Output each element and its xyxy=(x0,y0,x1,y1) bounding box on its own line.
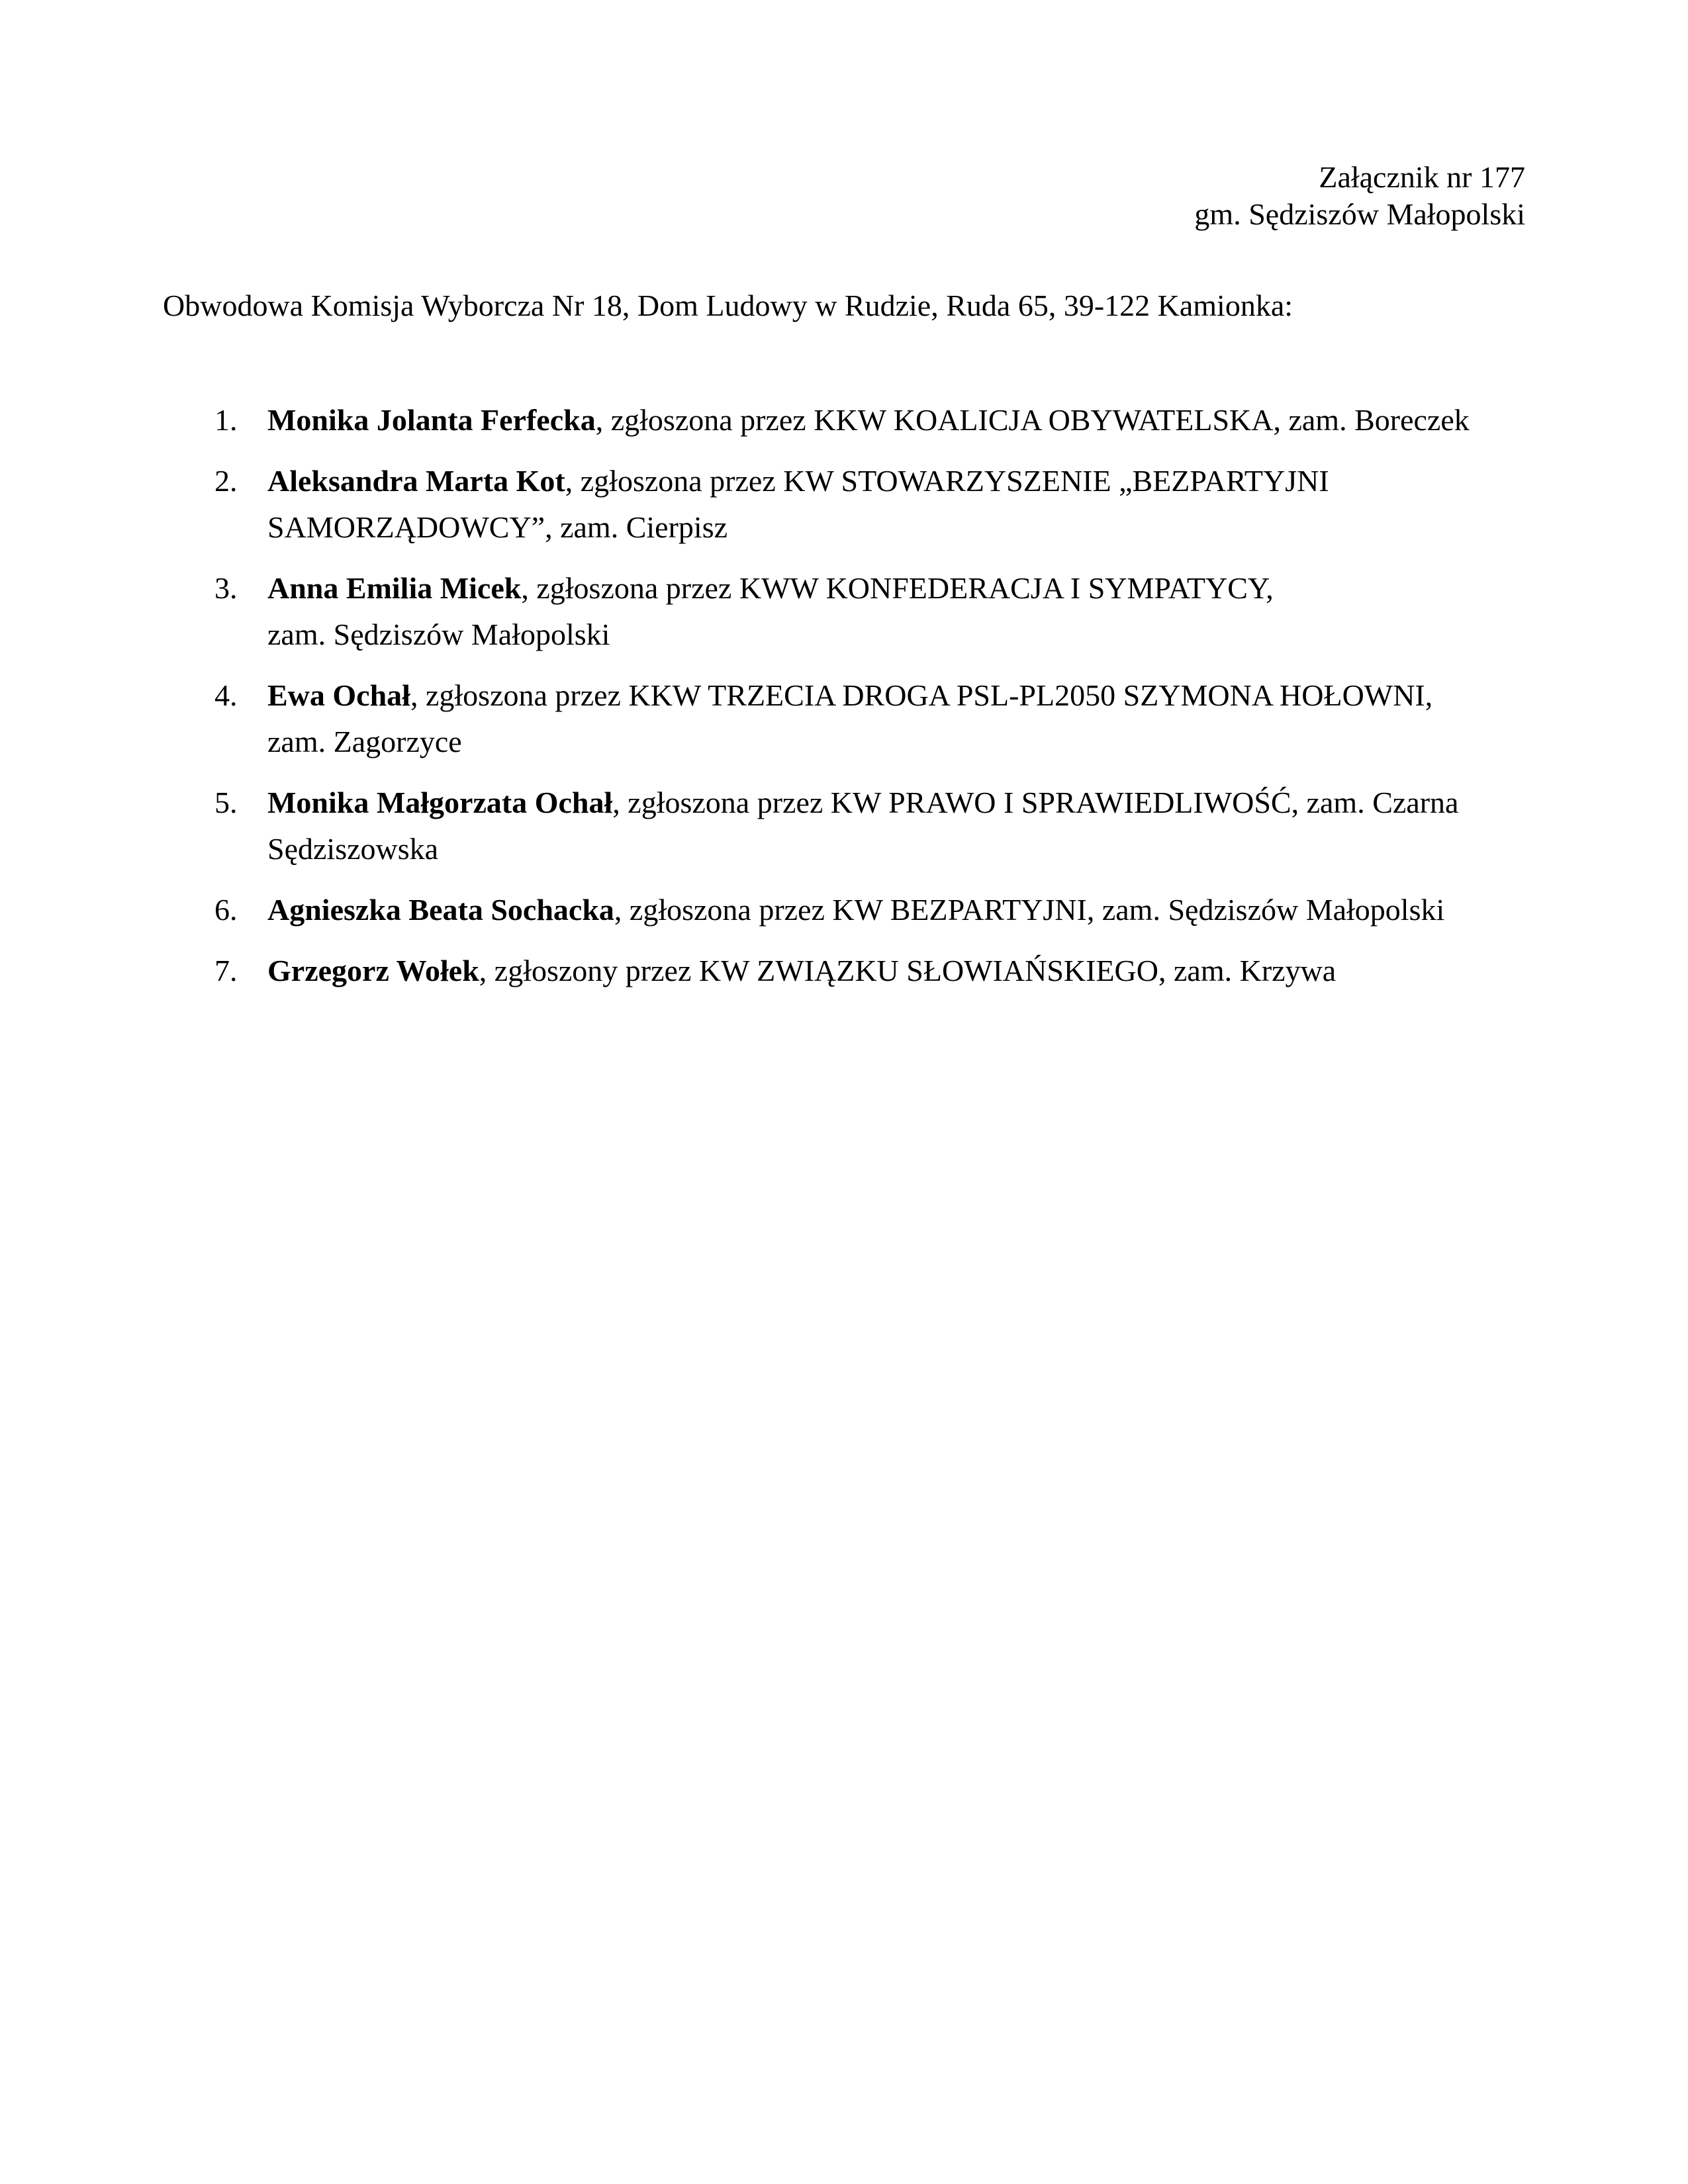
member-name: Agnieszka Beata Sochacka xyxy=(267,893,614,927)
item-number: 1. xyxy=(214,403,238,437)
list-item xyxy=(163,565,1553,658)
list-item xyxy=(163,458,1553,551)
member-details: , zgłoszona przez KKW KOALICJA OBYWATELSKA, zam. Boreczek xyxy=(595,403,1470,437)
item-number: 5. xyxy=(214,786,238,819)
municipality-name: gm. Sędziszów Małopolski xyxy=(1194,197,1525,231)
member-name: Monika Jolanta Ferfecka xyxy=(267,403,596,437)
member-name: Anna Emilia Micek xyxy=(267,571,522,605)
member-details: , zgłoszona przez KW BEZPARTYJNI, zam. Sędziszów Małopolski xyxy=(614,893,1445,927)
item-number: 3. xyxy=(214,571,238,605)
member-details: , zgłoszona przez KW PRAWO I SPRAWIEDLIWOŚĆ, zam. Czarna xyxy=(612,786,1459,819)
list-item xyxy=(163,780,1553,872)
item-number: 2. xyxy=(214,464,238,498)
member-details-continued: zam. Zagorzyce xyxy=(267,725,462,758)
list-item xyxy=(163,887,1553,933)
attachment-number: Załącznik nr 177 xyxy=(1319,160,1525,194)
member-details: , zgłoszona przez KWW KONFEDERACJA I SYMPATYCY, xyxy=(521,571,1274,605)
list-item xyxy=(163,397,1553,443)
member-details-continued: SAMORZĄDOWCY”, zam. Cierpisz xyxy=(267,510,728,544)
item-number: 4. xyxy=(214,678,238,712)
member-name: Aleksandra Marta Kot xyxy=(267,464,565,498)
commission-title: Obwodowa Komisja Wyborcza Nr 18, Dom Ludowy w Rudzie, Ruda 65, 39-122 Kamionka: xyxy=(163,289,1293,322)
member-details: , zgłoszona przez KW STOWARZYSZENIE „BEZPARTYJNI xyxy=(565,464,1329,498)
list-item xyxy=(163,672,1553,765)
item-number: 7. xyxy=(214,954,238,987)
member-details-continued: zam. Sędziszów Małopolski xyxy=(267,617,610,651)
document-header xyxy=(1194,159,1525,233)
list-item xyxy=(163,948,1553,994)
member-details-continued: Sędziszowska xyxy=(267,832,439,866)
member-details: , zgłoszona przez KKW TRZECIA DROGA PSL-PL2050 SZYMONA HOŁOWNI, xyxy=(410,678,1433,712)
member-name: Grzegorz Wołek xyxy=(267,954,479,987)
item-number: 6. xyxy=(214,893,238,927)
member-name: Ewa Ochał xyxy=(267,678,410,712)
member-list xyxy=(163,397,1553,1009)
member-details: , zgłoszony przez KW ZWIĄZKU SŁOWIAŃSKIEGO, zam. Krzywa xyxy=(479,954,1336,987)
member-name: Monika Małgorzata Ochał xyxy=(267,786,613,819)
